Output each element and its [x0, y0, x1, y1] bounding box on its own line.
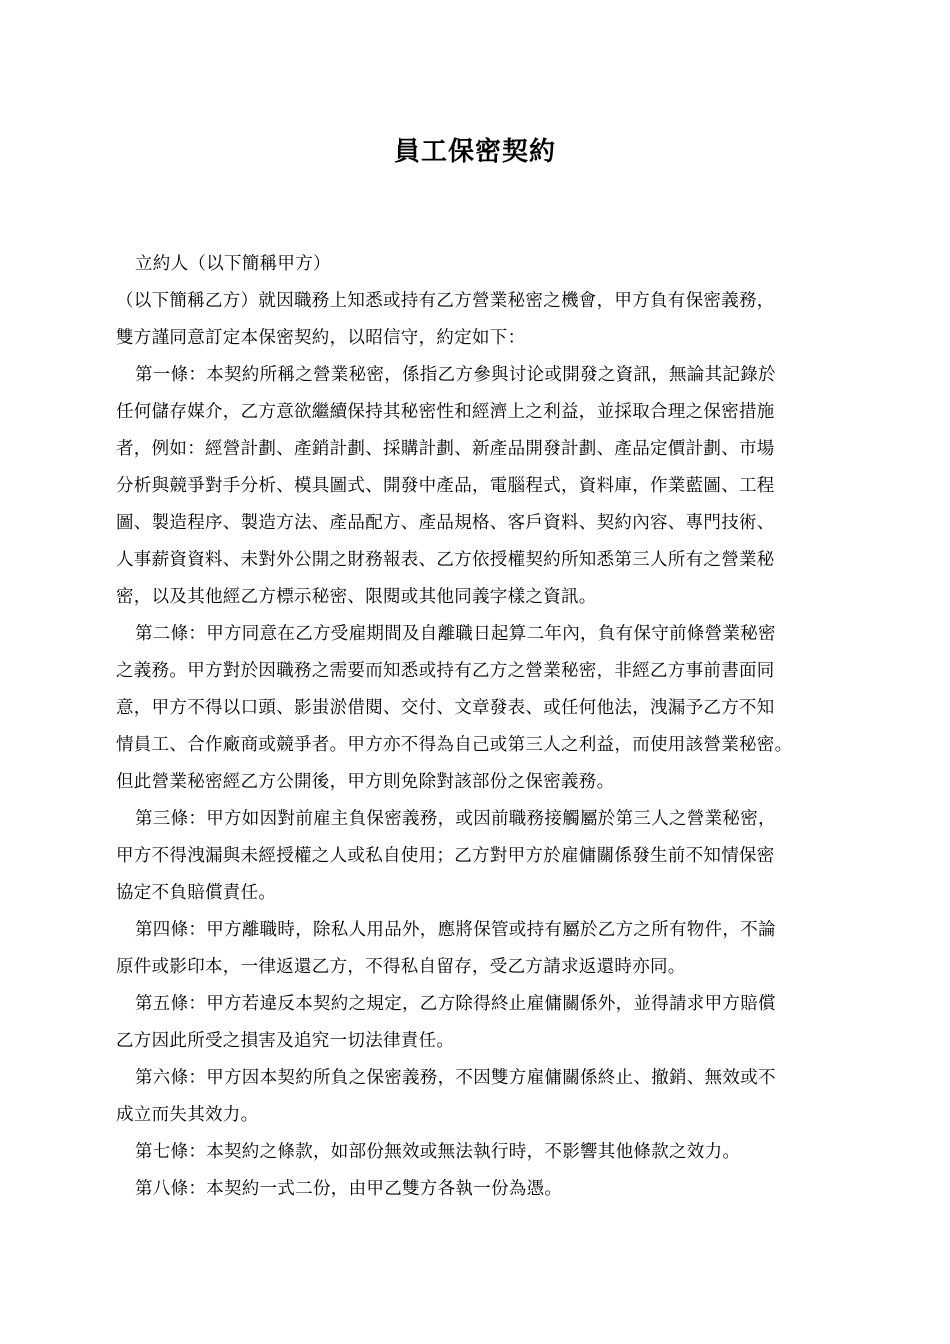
text-line: 乙方因此所受之損害及追究一切法律責任。: [116, 1031, 455, 1051]
text-line: 雙方謹同意訂定本保密契約，以昭信守，約定如下：: [116, 328, 526, 348]
text-line: 第八條：本契約一式二份，由甲乙雙方各執一份為憑。: [135, 1179, 563, 1199]
text-line: 圖、製造程序、製造方法、產品配方、產品規格、客戶資料、契約內容、專門技術、: [116, 513, 775, 533]
text-line: 意，甲方不得以口頭、影蚩淤借閱、交付、文章發表、或任何他法，洩漏予乙方不知: [116, 698, 775, 718]
text-line: 第一條：本契約所稱之營業秘密，係指乙方參與讨论或開發之資訊，無論其記錄於: [135, 365, 776, 385]
text-line: 分析與競爭對手分析、模具圖式、開發中產品，電腦程式，資料庫，作業藍圖、工程: [116, 476, 775, 496]
text-line: 第三條：甲方如因對前雇主負保密義務，或因前職務接觸屬於第三人之營業秘密，: [135, 809, 776, 829]
text-line: 第四條：甲方離職時，除私人用品外，應將保管或持有屬於乙方之所有物件，不論: [135, 920, 776, 940]
text-line: 情員工、合作廠商或競爭者。甲方亦不得為自己或第三人之利益，而使用該營業秘密。: [116, 735, 793, 755]
text-line: 立約人（以下簡稱甲方）: [135, 254, 331, 274]
text-line: 第二條：甲方同意在乙方受雇期間及自離職日起算二年內，負有保守前條營業秘密: [135, 624, 776, 644]
document-title: 員工保密契約: [393, 137, 556, 167]
text-line: 者，例如：經營計劃、產銷計劃、採購計劃、新產品開發計劃、產品定價計劃、市場: [116, 439, 775, 459]
text-line: 之義務。甲方對於因職務之需要而知悉或持有乙方之營業秘密，非經乙方事前書面同: [116, 661, 775, 681]
text-line: 第六條：甲方因本契約所負之保密義務，不因雙方雇傭關係終止、撤銷、無效或不: [135, 1068, 776, 1088]
document-body: [116, 246, 844, 1208]
text-line: （以下簡稱乙方）就因職務上知悉或持有乙方營業秘密之機會，甲方負有保密義務，: [116, 291, 775, 311]
text-line: 協定不負賠償責任。: [116, 883, 277, 903]
text-line: 第七條：本契約之條款，如部份無效或無法執行時，不影響其他條款之效力。: [135, 1142, 741, 1162]
text-line: 第五條：甲方若違反本契約之規定，乙方除得終止雇傭關係外，並得請求甲方賠償: [135, 994, 776, 1014]
text-line: 成立而失其效力。: [116, 1105, 259, 1125]
text-line: 人事薪資資料、未對外公開之財務報表、乙方依授權契約所知悉第三人所有之營業秘: [116, 550, 775, 570]
text-line: 甲方不得洩漏與未經授權之人或私自使用；乙方對甲方於雇傭關係發生前不知情保密: [116, 846, 775, 866]
text-line: 原件或影印本，一律返還乙方，不得私自留存，受乙方請求返還時亦同。: [116, 957, 686, 977]
text-line: 任何儲存媒介，乙方意欲繼續保持其秘密性和經濟上之利益，並採取合理之保密措施: [116, 402, 775, 422]
text-line: 密，以及其他經乙方標示秘密、限閱或其他同義字樣之資訊。: [116, 587, 597, 607]
text-line: 但此營業秘密經乙方公開後，甲方則免除對該部份之保密義務。: [116, 772, 615, 792]
